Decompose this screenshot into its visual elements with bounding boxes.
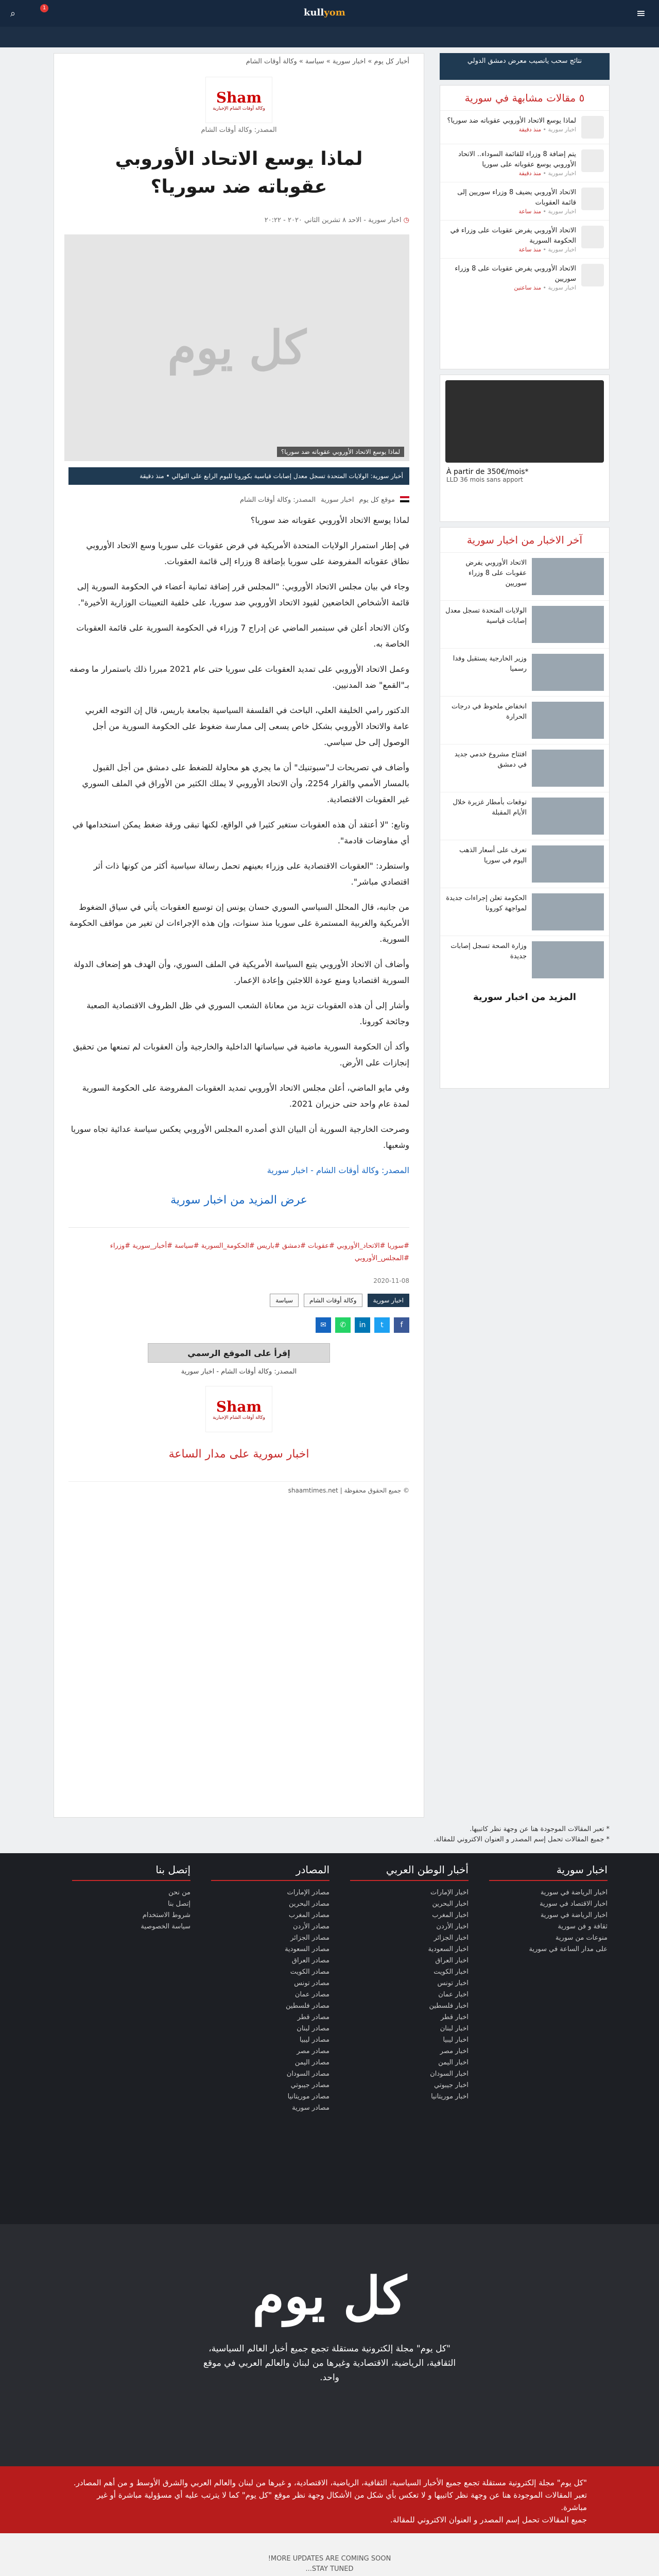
- source-line: المصدر: وكالة أوقات الشام: [201, 126, 277, 134]
- more-syria-news-link[interactable]: عرض المزيد من اخبار سورية: [170, 1194, 307, 1207]
- source-row-source[interactable]: المصدر: وكالة أوقات الشام: [239, 496, 316, 504]
- bottom-line: STAY TUNED...: [305, 2565, 354, 2573]
- whatsapp-icon[interactable]: ✆: [335, 1317, 351, 1333]
- site-logo[interactable]: [304, 7, 345, 18]
- article-meta: [68, 213, 409, 234]
- footer-link[interactable]: إتصل بنا: [168, 1900, 190, 1908]
- thumb: [581, 116, 604, 139]
- footer-link[interactable]: مصادر فلسطين: [286, 2002, 330, 2010]
- logo-main: kull: [304, 7, 324, 18]
- paragraph: واستطرد: "العقوبات الاقتصادية على وزراء بعينهم تحمل رسالة سياسية أكثر من كونها ذات أثر اقتصادي مباشر".: [93, 861, 409, 887]
- item-meta: اخبار سورية • منذ دقيقة: [518, 126, 576, 133]
- footer-link[interactable]: مصادر قطر: [297, 2013, 330, 2021]
- chip-syria-news[interactable]: اخبار سورية: [368, 1294, 409, 1307]
- footer-link[interactable]: مصادر لبنان: [297, 2025, 330, 2032]
- news-photo: [532, 845, 604, 883]
- footer-link[interactable]: مصادر موريتانيا: [287, 2093, 330, 2100]
- paragraph: في إطار استمرار الولايات المتحدة الأمريكية في فرض عقوبات على سوريا وسع الاتحاد الأوروبي نطاق عقوباته المفروضة على سوريا بإضافة 8 وزراء إلى قائمة العقوبات.: [86, 540, 409, 566]
- sidebar-banner[interactable]: نتائج سحب يانصيب معرض دمشق الدولي: [440, 53, 610, 80]
- footer-col-title: اخبار سورية: [489, 1863, 608, 1881]
- footer-link[interactable]: مصادر المغرب: [288, 1911, 330, 1919]
- footer-link[interactable]: اخبار فلسطين: [429, 2002, 469, 2010]
- paragraph: وصرحت الخارجية السورية أن البيان الذي أصدره المجلس الأوروبي يعكس سياسة عدائية تجاه سوريا وشعبها.: [71, 1124, 409, 1150]
- item-category: اخبار سورية: [548, 284, 576, 291]
- article-date: 2020-11-08: [373, 1277, 409, 1284]
- red-notice-text-2: جميع المقالات تحمل إسم المصدر و العنوان الاكتروني للمقالة.: [390, 2515, 587, 2524]
- item-meta: اخبار سورية • منذ ساعة: [518, 208, 576, 215]
- paragraph: وتابع: "لا أعتقد أن هذه العقوبات ستغير كثيرا في الواقع، لكنها تبقى ورقة ضغط يمكن استخدامها في أي مفاوضات قادمة".: [72, 820, 409, 845]
- paragraph: وأكد أن الحكومة السورية ماضية في سياساتها الداخلية والخارجية وأن العقوبات لم تمنعها من تحقيق إنجازات على الأرض.: [73, 1042, 409, 1067]
- footer-col-syria: [489, 1863, 608, 1955]
- footer-link[interactable]: مصادر مصر: [297, 2047, 330, 2055]
- paragraph: وأضاف أن الاتحاد الأوروبي يتبع السياسة الأمريكية في الملف السوري، وأن الهدف هو إضعاف الدولة السورية اقتصاديا ومنع عودة اللاجئين وإعادة الإعمار.: [73, 959, 409, 985]
- news-photo: [532, 558, 604, 595]
- item-text: افتتاح مشروع خدمي جديد في دمشق: [454, 751, 527, 769]
- footer-link[interactable]: اخبار البحرين: [432, 1900, 469, 1908]
- article-title: لماذا يوسع الاتحاد الأوروبي عقوباته ضد سوريا؟: [115, 148, 363, 197]
- chip-politics[interactable]: سياسة: [270, 1294, 299, 1307]
- item-category: اخبار سورية: [548, 208, 576, 215]
- item-text: الاتحاد الأوروبي يضيف 8 وزراء سوريين إلى قائمة العقوبات: [457, 189, 576, 207]
- footer-link[interactable]: مصادر جيبوتي: [290, 2081, 330, 2089]
- syria-flag-icon: [400, 496, 409, 502]
- red-notice-text: "كل يوم" مجلة إلكترونية مستقلة تجمع جميع الأخبار السياسية، الثقافية، الرياضية، الاقتصادية، و غيرها من لبنان والعالم العربي والشرق الأوسط و من أهم المصادر. تعبر المقالات الموجودة هنا عن وجهة نظر كاتبيها و لا تعكس بأي شكل من الأشكال وجهة نظر موقع "كل يوم" كما لا يترتب عليه أي مسؤولية مباشرة أو غير مباشرة.: [73, 2478, 587, 2512]
- list-item[interactable]: [440, 888, 609, 936]
- image-watermark: كل يوم: [167, 320, 306, 375]
- bottom-line: MORE UPDATES ARE COMING SOON!: [268, 2555, 391, 2563]
- similar-title: ٥ مقالات مشابهة في سورية: [464, 92, 585, 104]
- footer-logo-band: [0, 2224, 659, 2466]
- footer-link[interactable]: اخبار الرياضة في سورية: [540, 1911, 608, 1919]
- item-text: انخفاض ملحوظ في درجات الحرارة: [451, 703, 527, 721]
- top-bar: [0, 0, 659, 27]
- paragraph: وعمل الاتحاد الأوروبي على تمديد العقوبات على سوريا حتى عام 2021 مبررا ذلك باستمرار ما وصفه بـ"القمع" ضد المدنيين.: [70, 664, 409, 690]
- item-text: توقعات بأمطار غزيرة خلال الأيام المقبلة: [453, 799, 527, 817]
- footer-col-title: إتصل بنا: [72, 1863, 190, 1881]
- paragraph: وكان الاتحاد أعلن في سبتمبر الماضي عن إدراج 7 وزراء في الحكومة السورية على قائمة العقوبات الخاصة به.: [76, 623, 409, 649]
- item-meta: اخبار سورية • منذ ساعة: [518, 246, 576, 253]
- footer-link[interactable]: اخبار موريتانيا: [431, 2093, 469, 2100]
- news-ticker[interactable]: أخبار سورية: الولايات المتحدة تسجل معدل إصابات قياسية بكورونا لليوم الرابع على التوالي • منذ دقيقة: [68, 467, 409, 485]
- footer-col-sources: [211, 1863, 330, 2114]
- source-row-category[interactable]: اخبار سورية: [321, 496, 354, 504]
- footer-link[interactable]: مصادر الأردن: [292, 1923, 330, 1930]
- item-category: اخبار سورية: [548, 170, 576, 177]
- item-time: منذ ساعة: [518, 246, 541, 253]
- thumb: [581, 188, 604, 210]
- footer-red-notice: [0, 2466, 659, 2533]
- paragraph: من جانبه، قال المحلل السياسي السوري حسان يونس إن توسيع العقوبات يأتي في سياق الضغوط الأمريكية والغربية المستمرة على سوريا منذ سنوات، وإن هذه الإجراءات لن تغير من مواقف الحكومة السورية.: [69, 902, 409, 944]
- image-caption: لماذا يوسع الاتحاد الأوروبي عقوباته ضد سوريا؟: [277, 447, 404, 457]
- footer-link[interactable]: اخبار الاقتصاد في سورية: [540, 1900, 608, 1908]
- paragraph: وجاء في بيان مجلس الاتحاد الأوروبي: "المجلس قرر إضافة ثمانية أعضاء في الحكومة السورية إلى قائمة الأشخاص الخاضعين لقيود الاتحاد الأوروبي ضد سوريا، على خلفية التعيينات الوزارية الأخيرة".: [77, 582, 409, 607]
- paragraph: وفي مايو الماضي، أعلن مجلس الاتحاد الأوروبي تمديد العقوبات المفروضة على الحكومة السورية لمدة عام واحد حتى حزيران 2021.: [82, 1083, 409, 1109]
- share-buttons: [68, 1317, 409, 1333]
- footer-link[interactable]: مصادر ليبيا: [299, 2036, 330, 2044]
- source-logo-sub: وكالة أوقات الشام الإخبارية: [213, 106, 265, 111]
- source-logo-text: Sham: [216, 1398, 262, 1415]
- footer-links: [0, 1853, 659, 2224]
- twitter-icon[interactable]: t: [374, 1317, 390, 1333]
- footer-link[interactable]: اخبار السودان: [430, 2070, 469, 2078]
- footer-link[interactable]: مصادر السودان: [286, 2070, 330, 2078]
- list-item[interactable]: [440, 144, 609, 182]
- footer-link[interactable]: اخبار لبنان: [440, 2025, 469, 2032]
- footer-link[interactable]: مصادر الإمارات: [287, 1889, 330, 1896]
- item-text: الولايات المتحدة تسجل معدل إصابات قياسية: [445, 607, 527, 625]
- list-item[interactable]: [440, 840, 609, 888]
- item-text: يتم إضافة 8 وزراء للقائمة السوداء.. الاتحاد الأوروبي يوسع عقوباته على سوريا: [458, 150, 576, 168]
- footer-link[interactable]: مصادر الجزائر: [290, 1934, 330, 1942]
- footer-link[interactable]: شروط الاستخدام: [142, 1911, 190, 1919]
- latest-news: [440, 527, 610, 1089]
- paragraph-source[interactable]: المصدر: وكالة أوقات الشام - اخبار سورية: [267, 1165, 409, 1175]
- footer-link[interactable]: مصادر الكويت: [290, 1968, 330, 1976]
- list-item[interactable]: [440, 696, 609, 744]
- footer-link[interactable]: على مدار الساعة في سورية: [529, 1945, 608, 1953]
- footer-link[interactable]: اخبار ليبيا: [443, 2036, 469, 2044]
- sidebar-more-link[interactable]: المزيد من اخبار سورية: [473, 992, 577, 1003]
- source-bottom: المصدر: وكالة أوقات الشام - اخبار سورية: [181, 1368, 297, 1376]
- thumb: [581, 226, 604, 248]
- list-item[interactable]: [440, 648, 609, 696]
- paragraph: الدكتور رامي الخليفة العلي، الباحث في الفلسفة السياسية بجامعة باريس، قال إن التوجه الغربي عامة والاتحاد الأوروبي بشكل خاص يسعى إلى ممارسة ضغوط على الحكومة السورية من أجل الوصول إلى حل سياسي.: [85, 705, 409, 747]
- footer-link[interactable]: اخبار العراق: [435, 1957, 469, 1964]
- footer-link[interactable]: اخبار الأردن: [436, 1923, 469, 1930]
- advertisement[interactable]: [440, 375, 610, 522]
- hashtags[interactable]: #سوريا #الاتحاد_الأوروبي #عقوبات #دمشق #باريس #الحكومة_السورية #سياسة #أخبار_سورية #وزراء #المجلس_الأوروبي: [110, 1242, 409, 1262]
- news-photo: [532, 750, 604, 787]
- breadcrumb[interactable]: أخبار كل يوم » اخبار سورية » سياسة » وكالة أوقات الشام: [246, 58, 409, 65]
- item-meta: اخبار سورية • منذ ساعتين: [514, 284, 576, 291]
- notification-badge[interactable]: 1: [40, 4, 48, 12]
- facebook-icon[interactable]: f: [394, 1317, 409, 1333]
- footer-link[interactable]: اخبار تونس: [437, 1979, 469, 1987]
- thumb: [581, 149, 604, 172]
- latest-title: آخر الاخبار من اخبار سورية: [466, 534, 583, 546]
- footer-link[interactable]: اخبار قطر: [441, 2013, 469, 2021]
- footer-link[interactable]: اخبار جيبوتي: [434, 2081, 469, 2089]
- item-text: وزير الخارجية يستقبل وفدا رسميا: [453, 655, 527, 673]
- footer-link[interactable]: مصادر البحرين: [289, 1900, 330, 1908]
- source-logo-text: Sham: [216, 89, 262, 106]
- footer-description: "كل يوم" مجلة إلكترونية مستقلة تجمع جميع أخبار العالم السياسية، الثقافية، الرياضية، الاقتصادية وغيرها من لبنان والعالم العربي في موقع واحد.: [203, 2344, 456, 2383]
- article-card: [54, 53, 424, 1818]
- footer-link[interactable]: مصادر السعودية: [285, 1945, 330, 1953]
- ad-subtitle: LLD 36 mois sans apport: [446, 476, 523, 483]
- item-time: منذ ساعتين: [514, 284, 541, 291]
- logo-accent: yom: [324, 7, 345, 18]
- similar-articles: [440, 85, 610, 369]
- list-item[interactable]: [440, 744, 609, 792]
- list-item[interactable]: [440, 600, 609, 648]
- meta-text: اخبار سورية - الاحد ٨ تشرين الثاني ٢٠٢٠ - ٢٠:٢٢: [264, 216, 402, 224]
- item-time: منذ ساعة: [518, 208, 541, 215]
- item-time: منذ دقيقة: [518, 170, 541, 177]
- footer-link[interactable]: اخبار السعودية: [428, 1945, 469, 1953]
- list-item[interactable]: [440, 936, 609, 984]
- item-time: منذ دقيقة: [518, 126, 541, 133]
- source-logo[interactable]: [205, 77, 272, 123]
- source-row: [68, 491, 409, 512]
- footer-link[interactable]: اخبار عمان: [438, 1991, 469, 1998]
- footer-col-arab: [350, 1863, 469, 2103]
- paragraph: لماذا يوسع الاتحاد الأوروبي عقوباته ضد سوريا؟: [250, 515, 409, 525]
- thumb: [581, 264, 604, 286]
- item-text: الحكومة تعلن إجراءات جديدة لمواجهة كورونا: [446, 894, 527, 912]
- chip-source[interactable]: وكالة أوقات الشام: [304, 1294, 362, 1307]
- footer-link[interactable]: مصادر العراق: [291, 1957, 330, 1964]
- read-original-button[interactable]: إقرأ على الموقع الرسمي: [148, 1343, 330, 1363]
- paragraph: وأشار إلى أن هذه العقوبات تزيد من معاناة الشعب السوري في ظل الظروف الاقتصادية الصعبة وجائحة كورونا.: [86, 1001, 409, 1026]
- source-logo-sub: وكالة أوقات الشام الإخبارية: [213, 1415, 265, 1420]
- item-meta: اخبار سورية • منذ دقيقة: [518, 170, 576, 177]
- article-footline: © جميع الحقوق محفوظة | shaamtimes.net: [68, 1481, 409, 1499]
- footer-link[interactable]: اخبار مصر: [440, 2047, 469, 2055]
- item-text: تعرف على أسعار الذهب اليوم في سوريا: [459, 846, 527, 865]
- round-the-clock-link[interactable]: اخبار سورية على مدار الساعة: [168, 1448, 309, 1461]
- news-photo: [532, 702, 604, 739]
- footer-bottom: [0, 2533, 659, 2576]
- news-photo: [532, 798, 604, 835]
- footer-link[interactable]: اخبار اليمن: [438, 2059, 469, 2066]
- footer-link[interactable]: مصادر اليمن: [294, 2059, 330, 2066]
- list-item[interactable]: [440, 258, 609, 296]
- footer-link[interactable]: منوعات من سورية: [555, 1934, 608, 1942]
- email-icon[interactable]: ✉: [316, 1317, 331, 1333]
- footer-col-title: أخبار الوطن العربي: [350, 1863, 469, 1881]
- sub-bar: [0, 27, 659, 47]
- item-text: لماذا يوسع الاتحاد الأوروبي عقوباته ضد سوريا؟: [447, 117, 576, 125]
- item-text: الاتحاد الأوروبي يفرض عقوبات على 8 وزراء سوريين: [455, 265, 576, 283]
- source-row-site[interactable]: موقع كل يوم: [359, 496, 395, 504]
- search-icon[interactable]: ⌕: [10, 8, 16, 19]
- clock-icon: ◷: [401, 216, 409, 224]
- footer-logo: كل يوم: [252, 2265, 407, 2326]
- source-logo-bottom[interactable]: [205, 1386, 272, 1432]
- list-item[interactable]: [440, 182, 609, 220]
- footer-link[interactable]: اخبار الجزائر: [433, 1934, 469, 1942]
- news-photo: [532, 893, 604, 930]
- news-photo: [532, 654, 604, 691]
- footer-link[interactable]: اخبار الرياضة في سورية: [540, 1889, 608, 1896]
- list-item[interactable]: [440, 792, 609, 840]
- list-item[interactable]: [440, 110, 609, 144]
- footer-link[interactable]: ثقافة و فن سورية: [558, 1923, 608, 1930]
- item-category: اخبار سورية: [548, 126, 576, 133]
- disclaimer-notice: * تعبر المقالات الموجودة هنا عن وجهة نظر كاتبيها. * جميع المقالات تحمل إسم المصدر و العنوان الاكتروني للمقالة.: [433, 1825, 610, 1843]
- divider: [68, 1227, 409, 1228]
- footer-link[interactable]: اخبار الإمارات: [430, 1889, 469, 1896]
- ad-image: [445, 380, 604, 463]
- footer-link[interactable]: مصادر سورية: [292, 2104, 330, 2112]
- footer-link[interactable]: سياسة الخصوصية: [141, 1923, 190, 1930]
- footer-link[interactable]: اخبار المغرب: [432, 1911, 469, 1919]
- paragraph: وأضاف في تصريحات لـ"سبوتنيك" أن ما يجري هو محاولة للضغط على دمشق من أجل القبول بالمسار الأممي والقرار 2254، وأن الاتحاد الأوروبي لا يملك الكثير من الأوراق في الملف السوري غير العقوبات الاقتصادية.: [82, 762, 409, 804]
- news-photo: [532, 941, 604, 978]
- item-text: الاتحاد الأوروبي يفرض عقوبات على وزراء في الحكومة السورية: [450, 227, 576, 245]
- footer-link[interactable]: مصادر تونس: [294, 1979, 330, 1987]
- item-text: وزارة الصحة تسجل إصابات جديدة: [450, 942, 527, 960]
- footer-link[interactable]: من نحن: [168, 1889, 190, 1896]
- footer-link[interactable]: مصادر عمان: [294, 1991, 330, 1998]
- item-category: اخبار سورية: [548, 246, 576, 253]
- category-chips: [68, 1294, 409, 1307]
- list-item[interactable]: [440, 220, 609, 258]
- linkedin-icon[interactable]: in: [355, 1317, 370, 1333]
- ad-title: À partir de 350€/mois*: [446, 468, 529, 476]
- article-body: [68, 512, 409, 1178]
- news-photo: [532, 606, 604, 643]
- footer-col-contact: [72, 1863, 190, 1933]
- menu-icon[interactable]: ≡: [636, 7, 646, 20]
- footer-link[interactable]: اخبار الكويت: [433, 1968, 469, 1976]
- article-image: [64, 234, 409, 461]
- list-item[interactable]: [440, 552, 609, 600]
- item-text: الاتحاد الأوروبي يفرض عقوبات على 8 وزراء سوريين: [465, 559, 527, 587]
- footer-col-title: المصادر: [211, 1863, 330, 1881]
